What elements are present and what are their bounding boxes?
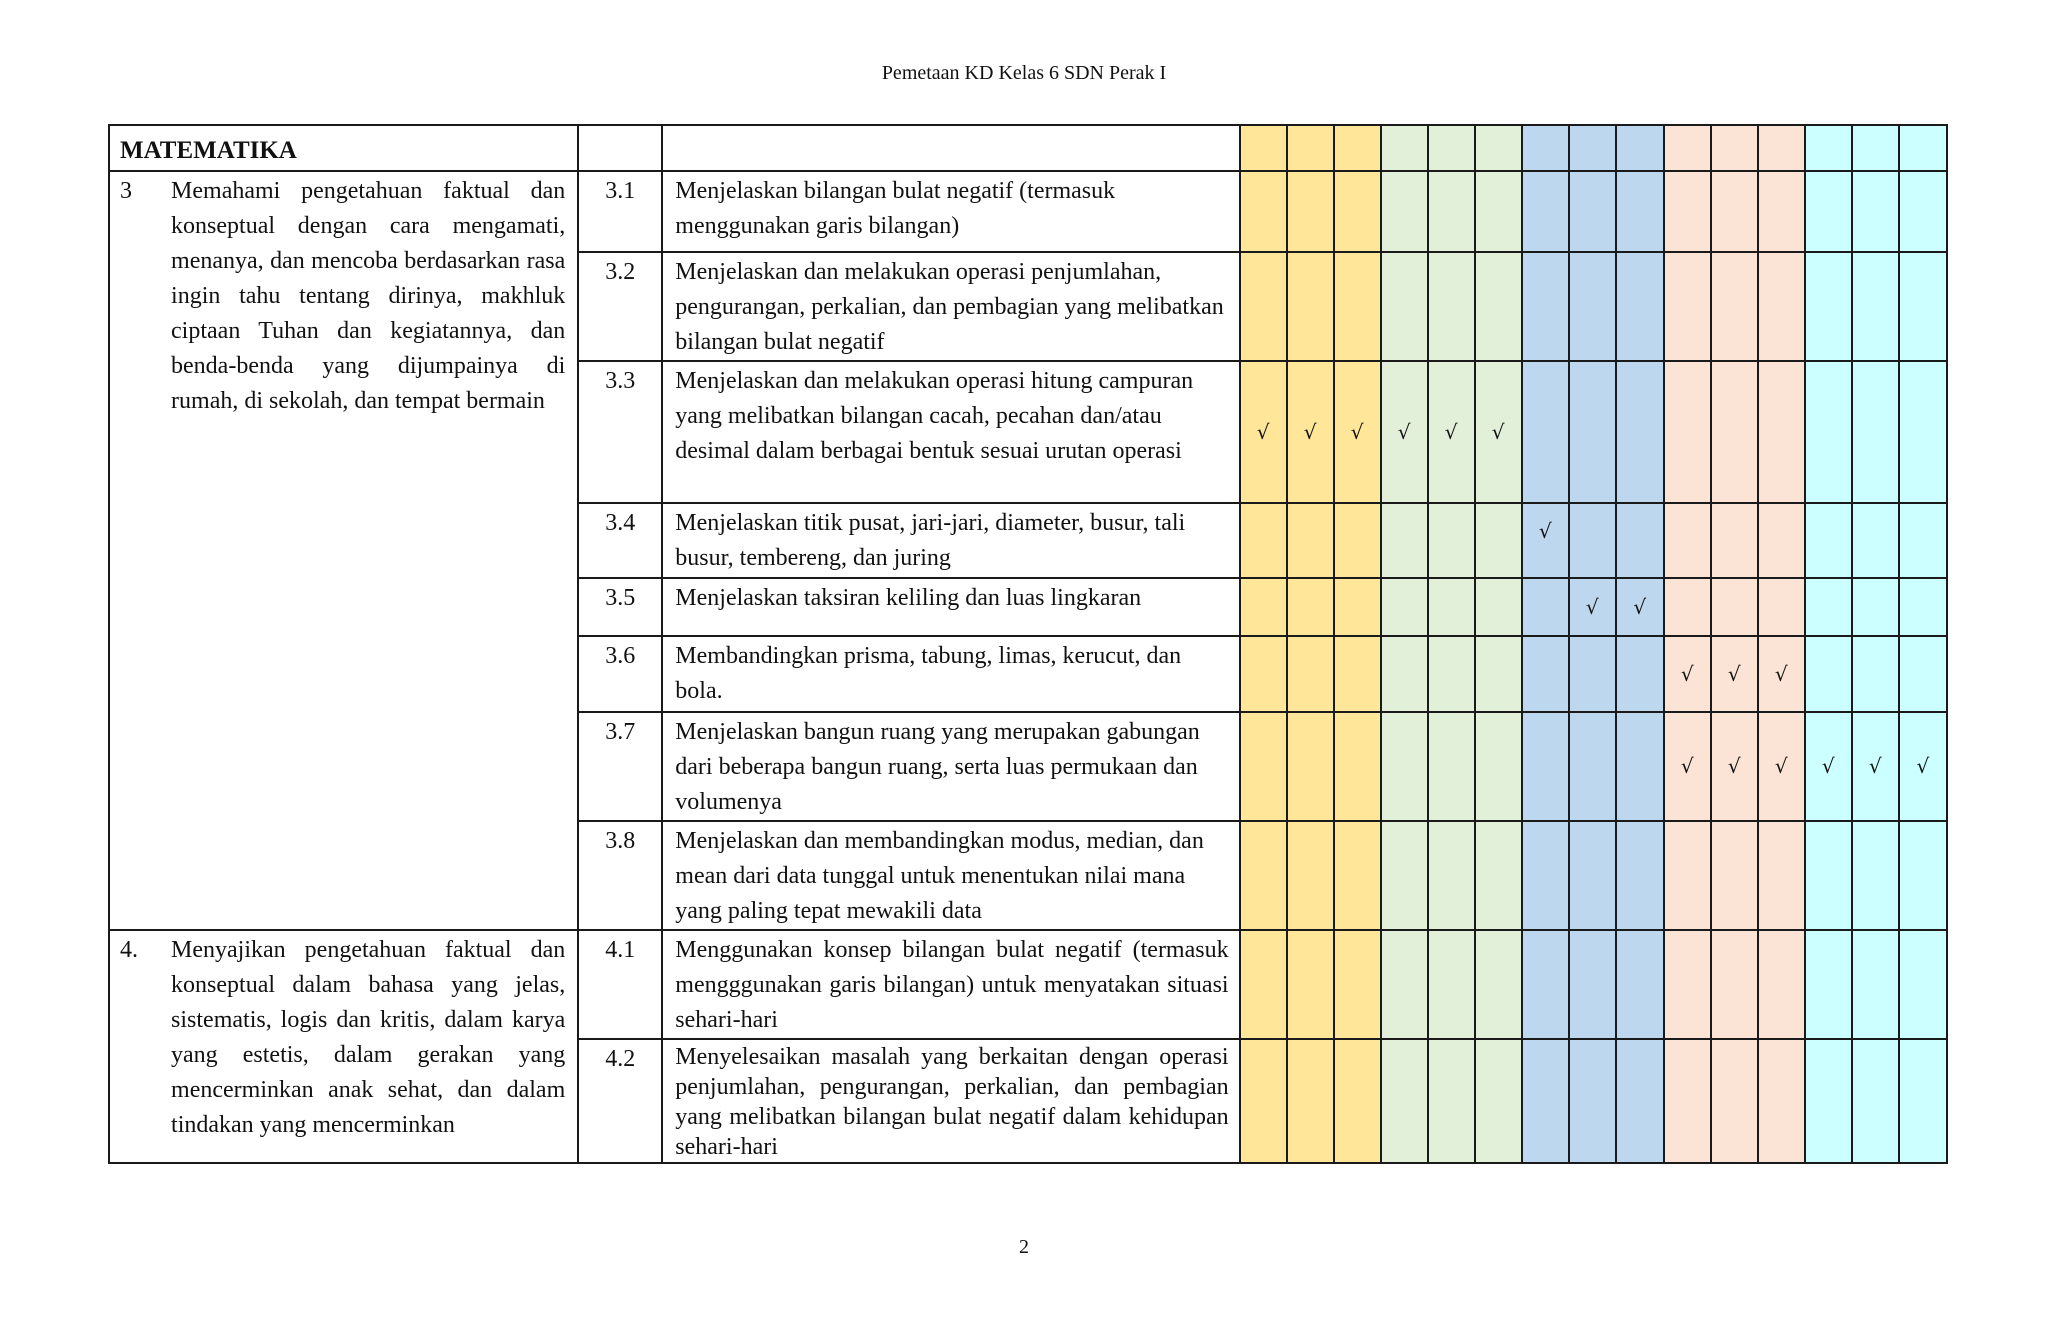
mapping-cell-blue [1569, 252, 1616, 361]
ki-description: Menyajikan pengetahuan faktual dan konseptual dalam bahasa yang jelas, sistematis, logis dan kritis, dalam karya yang estetis, dalam gerakan yang mencerminkan anak sehat, dan dalam tindakan yang mencerminkan [167, 930, 578, 1163]
mapping-cell-green [1381, 503, 1428, 578]
mapping-cell-blue [1522, 361, 1569, 503]
mapping-cell-peach [1711, 636, 1758, 712]
mapping-cell-green [1475, 361, 1522, 503]
mapping-cell-blue [1522, 503, 1569, 578]
mapping-cell-blue [1569, 125, 1616, 171]
mapping-cell-cyan [1805, 503, 1852, 578]
mapping-cell-green [1428, 636, 1475, 712]
mapping-cell-blue [1569, 578, 1616, 636]
mapping-cell-peach [1664, 125, 1711, 171]
mapping-cell-yellow [1240, 930, 1287, 1039]
mapping-cell-peach [1758, 821, 1805, 930]
mapping-cell-cyan [1899, 252, 1947, 361]
mapping-cell-yellow [1287, 636, 1334, 712]
check-mark: √ [1538, 519, 1552, 543]
mapping-cell-blue [1522, 1039, 1569, 1163]
check-mark: √ [1350, 419, 1364, 444]
mapping-cell-peach [1664, 636, 1711, 712]
mapping-cell-yellow [1240, 712, 1287, 821]
mapping-cell-peach [1758, 712, 1805, 821]
mapping-cell-blue [1522, 252, 1569, 361]
mapping-cell-yellow [1287, 712, 1334, 821]
mapping-cell-cyan [1899, 712, 1947, 821]
mapping-cell-peach [1758, 930, 1805, 1039]
mapping-cell-green [1381, 171, 1428, 252]
mapping-cell-cyan [1805, 821, 1852, 930]
mapping-cell-peach [1711, 361, 1758, 503]
mapping-cell-green [1428, 171, 1475, 252]
mapping-cell-peach [1711, 125, 1758, 171]
mapping-cell-yellow [1240, 252, 1287, 361]
mapping-cell-cyan [1805, 125, 1852, 171]
kd-number: 3.3 [578, 361, 662, 503]
mapping-cell-cyan [1852, 930, 1899, 1039]
kd-number: 3.7 [578, 712, 662, 821]
mapping-cell-peach [1664, 930, 1711, 1039]
mapping-cell-yellow [1334, 361, 1381, 503]
mapping-cell-cyan [1899, 930, 1947, 1039]
mapping-cell-cyan [1852, 125, 1899, 171]
mapping-cell-green [1428, 578, 1475, 636]
mapping-cell-peach [1711, 930, 1758, 1039]
mapping-cell-cyan [1805, 252, 1852, 361]
mapping-cell-cyan [1805, 361, 1852, 503]
kd-number: 3.2 [578, 252, 662, 361]
mapping-cell-yellow [1334, 503, 1381, 578]
check-mark: √ [1680, 754, 1694, 778]
page-header: Pemetaan KD Kelas 6 SDN Perak I [881, 62, 1167, 84]
kd-description: Menjelaskan dan melakukan operasi penjumlahan, pengurangan, perkalian, dan pembagian yang melibatkan bilangan bulat negatif [662, 252, 1239, 361]
check-mark: √ [1680, 661, 1694, 686]
mapping-cell-green [1475, 578, 1522, 636]
mapping-cell-yellow [1240, 503, 1287, 578]
mapping-cell-blue [1616, 578, 1664, 636]
mapping-cell-blue [1569, 636, 1616, 712]
mapping-cell-blue [1522, 821, 1569, 930]
mapping-cell-yellow [1334, 171, 1381, 252]
mapping-cell-blue [1616, 252, 1664, 361]
mapping-cell-peach [1758, 171, 1805, 252]
mapping-cell-cyan [1852, 361, 1899, 503]
mapping-cell-yellow [1334, 1039, 1381, 1163]
mapping-cell-green [1475, 252, 1522, 361]
mapping-cell-cyan [1852, 636, 1899, 712]
check-mark: √ [1916, 754, 1930, 778]
check-mark: √ [1256, 419, 1270, 444]
mapping-cell-green [1428, 125, 1475, 171]
mapping-cell-green [1475, 636, 1522, 712]
mapping-cell-green [1475, 930, 1522, 1039]
mapping-cell-cyan [1899, 636, 1947, 712]
mapping-cell-blue [1616, 361, 1664, 503]
mapping-cell-peach [1664, 171, 1711, 252]
mapping-cell-cyan [1805, 578, 1852, 636]
mapping-cell-yellow [1287, 930, 1334, 1039]
mapping-cell-yellow [1334, 578, 1381, 636]
mapping-cell-blue [1569, 930, 1616, 1039]
mapping-cell-green [1428, 252, 1475, 361]
mapping-cell-yellow [1287, 125, 1334, 171]
mapping-cell-cyan [1852, 503, 1899, 578]
kd-row-3-1 [109, 171, 1947, 252]
mapping-cell-cyan [1899, 361, 1947, 503]
mapping-cell-cyan [1805, 712, 1852, 821]
mapping-cell-cyan [1805, 1039, 1852, 1163]
mapping-cell-blue [1522, 125, 1569, 171]
mapping-cell-green [1381, 125, 1428, 171]
mapping-cell-green [1428, 361, 1475, 503]
mapping-cell-peach [1664, 1039, 1711, 1163]
check-mark: √ [1868, 754, 1882, 778]
mapping-cell-cyan [1852, 171, 1899, 252]
mapping-cell-cyan [1899, 821, 1947, 930]
mapping-cell-peach [1711, 252, 1758, 361]
kd-description: Menjelaskan dan membandingkan modus, median, dan mean dari data tunggal untuk menentukan nilai mana yang paling tepat mewakili data [662, 821, 1239, 930]
check-mark: √ [1774, 661, 1788, 686]
mapping-cell-green [1475, 1039, 1522, 1163]
mapping-cell-peach [1758, 636, 1805, 712]
mapping-cell-cyan [1852, 578, 1899, 636]
mapping-cell-cyan [1805, 636, 1852, 712]
mapping-cell-cyan [1899, 578, 1947, 636]
subject-row [109, 125, 1947, 171]
mapping-cell-blue [1569, 361, 1616, 503]
mapping-cell-peach [1711, 821, 1758, 930]
kd-number: 3.6 [578, 636, 662, 712]
kd-description: Menjelaskan titik pusat, jari-jari, diameter, busur, tali busur, tembereng, dan juring [662, 503, 1239, 578]
mapping-cell-peach [1711, 503, 1758, 578]
mapping-cell-blue [1522, 712, 1569, 821]
mapping-cell-green [1381, 930, 1428, 1039]
mapping-cell-cyan [1805, 930, 1852, 1039]
mapping-cell-peach [1758, 578, 1805, 636]
mapping-cell-green [1381, 578, 1428, 636]
kd-description: Menjelaskan taksiran keliling dan luas lingkaran [662, 578, 1239, 636]
mapping-cell-blue [1616, 712, 1664, 821]
mapping-cell-yellow [1334, 930, 1381, 1039]
check-mark: √ [1727, 661, 1741, 686]
mapping-cell-peach [1664, 503, 1711, 578]
mapping-cell-cyan [1852, 712, 1899, 821]
mapping-cell-blue [1616, 503, 1664, 578]
mapping-cell-yellow [1287, 821, 1334, 930]
mapping-cell-green [1381, 252, 1428, 361]
mapping-cell-green [1381, 712, 1428, 821]
mapping-cell-blue [1616, 1039, 1664, 1163]
mapping-cell-cyan [1852, 821, 1899, 930]
mapping-cell-green [1475, 125, 1522, 171]
subject-kd-text-cell [662, 125, 1239, 171]
kd-row-4-1 [109, 930, 1947, 1039]
mapping-cell-peach [1758, 125, 1805, 171]
mapping-cell-blue [1616, 930, 1664, 1039]
mapping-cell-blue [1569, 821, 1616, 930]
kd-number: 3.5 [578, 578, 662, 636]
mapping-cell-yellow [1287, 252, 1334, 361]
mapping-cell-yellow [1334, 821, 1381, 930]
mapping-cell-cyan [1899, 171, 1947, 252]
mapping-cell-green [1475, 503, 1522, 578]
mapping-cell-peach [1711, 712, 1758, 821]
check-mark: √ [1727, 754, 1741, 778]
mapping-cell-green [1475, 821, 1522, 930]
mapping-cell-peach [1711, 171, 1758, 252]
kd-number: 3.1 [578, 171, 662, 252]
mapping-cell-blue [1616, 125, 1664, 171]
subject-title: MATEMATIKA [109, 125, 578, 171]
kd-description: Menyelesaikan masalah yang berkaitan dengan operasi penjumlahan, pengurangan, perkalian, dan pembagian yang melibatkan bilangan bulat negatif dalam kehidupan sehari-hari [662, 1039, 1239, 1163]
mapping-cell-green [1428, 821, 1475, 930]
mapping-cell-yellow [1287, 503, 1334, 578]
mapping-cell-yellow [1287, 361, 1334, 503]
mapping-cell-cyan [1852, 252, 1899, 361]
mapping-cell-peach [1664, 712, 1711, 821]
mapping-cell-peach [1711, 578, 1758, 636]
check-mark: √ [1774, 754, 1788, 778]
mapping-cell-peach [1664, 361, 1711, 503]
mapping-cell-green [1475, 712, 1522, 821]
mapping-cell-yellow [1287, 1039, 1334, 1163]
mapping-cell-peach [1758, 252, 1805, 361]
kd-number: 3.4 [578, 503, 662, 578]
mapping-cell-yellow [1240, 125, 1287, 171]
mapping-cell-green [1428, 712, 1475, 821]
kd-description: Menggunakan konsep bilangan bulat negatif (termasuk mengggunakan garis bilangan) untuk menyatakan situasi sehari-hari [662, 930, 1239, 1039]
page-number: 2 [1019, 1236, 1029, 1258]
mapping-cell-green [1475, 171, 1522, 252]
mapping-cell-green [1381, 1039, 1428, 1163]
mapping-cell-green [1381, 636, 1428, 712]
mapping-cell-cyan [1899, 1039, 1947, 1163]
kd-mapping-table [108, 124, 1948, 1164]
mapping-cell-yellow [1287, 171, 1334, 252]
mapping-cell-yellow [1240, 171, 1287, 252]
mapping-cell-blue [1616, 171, 1664, 252]
mapping-cell-blue [1569, 1039, 1616, 1163]
kd-number: 4.2 [578, 1039, 662, 1163]
check-mark: √ [1585, 594, 1599, 619]
mapping-cell-blue [1522, 636, 1569, 712]
ki-description: Memahami pengetahuan faktual dan konseptual dengan cara mengamati, menanya, dan mencoba berdasarkan rasa ingin tahu tentang dirinya, makhluk ciptaan Tuhan dan kegiatannya, dan benda-benda yang dijumpainya di rumah, di sekolah, dan tempat bermain [167, 171, 578, 930]
mapping-cell-green [1381, 361, 1428, 503]
mapping-cell-yellow [1334, 712, 1381, 821]
mapping-cell-peach [1758, 361, 1805, 503]
mapping-cell-yellow [1334, 252, 1381, 361]
mapping-cell-blue [1522, 930, 1569, 1039]
mapping-cell-blue [1522, 171, 1569, 252]
mapping-cell-cyan [1899, 125, 1947, 171]
mapping-cell-cyan [1805, 171, 1852, 252]
ki-number: 3 [109, 171, 167, 930]
check-mark: √ [1444, 419, 1458, 444]
mapping-cell-blue [1522, 578, 1569, 636]
mapping-cell-green [1428, 1039, 1475, 1163]
mapping-cell-yellow [1334, 125, 1381, 171]
mapping-cell-peach [1758, 1039, 1805, 1163]
mapping-cell-blue [1616, 636, 1664, 712]
mapping-cell-blue [1569, 171, 1616, 252]
kd-number: 3.8 [578, 821, 662, 930]
mapping-cell-peach [1758, 503, 1805, 578]
mapping-cell-yellow [1240, 361, 1287, 503]
subject-kd-num-cell [578, 125, 662, 171]
mapping-cell-cyan [1852, 1039, 1899, 1163]
check-mark: √ [1491, 419, 1505, 444]
mapping-cell-blue [1569, 503, 1616, 578]
mapping-cell-green [1428, 930, 1475, 1039]
kd-number: 4.1 [578, 930, 662, 1039]
check-mark: √ [1303, 419, 1317, 444]
mapping-cell-peach [1664, 821, 1711, 930]
kd-description: Menjelaskan bangun ruang yang merupakan gabungan dari beberapa bangun ruang, serta luas permukaan dan volumenya [662, 712, 1239, 821]
check-mark: √ [1821, 754, 1835, 778]
check-mark: √ [1633, 594, 1647, 619]
mapping-cell-blue [1569, 712, 1616, 821]
mapping-cell-blue [1616, 821, 1664, 930]
mapping-cell-yellow [1334, 636, 1381, 712]
mapping-cell-yellow [1287, 578, 1334, 636]
kd-description: Menjelaskan bilangan bulat negatif (termasuk menggunakan garis bilangan) [662, 171, 1239, 252]
mapping-cell-yellow [1240, 578, 1287, 636]
mapping-cell-yellow [1240, 821, 1287, 930]
mapping-cell-peach [1711, 1039, 1758, 1163]
mapping-cell-yellow [1240, 1039, 1287, 1163]
mapping-cell-yellow [1240, 636, 1287, 712]
mapping-cell-peach [1664, 252, 1711, 361]
kd-description: Menjelaskan dan melakukan operasi hitung campuran yang melibatkan bilangan cacah, pecahan dan/atau desimal dalam berbagai bentuk sesuai urutan operasi [662, 361, 1239, 503]
mapping-cell-cyan [1899, 503, 1947, 578]
ki-number: 4. [109, 930, 167, 1163]
mapping-cell-green [1381, 821, 1428, 930]
mapping-cell-peach [1664, 578, 1711, 636]
kd-description: Membandingkan prisma, tabung, limas, kerucut, dan bola. [662, 636, 1239, 712]
mapping-cell-green [1428, 503, 1475, 578]
check-mark: √ [1397, 419, 1411, 444]
